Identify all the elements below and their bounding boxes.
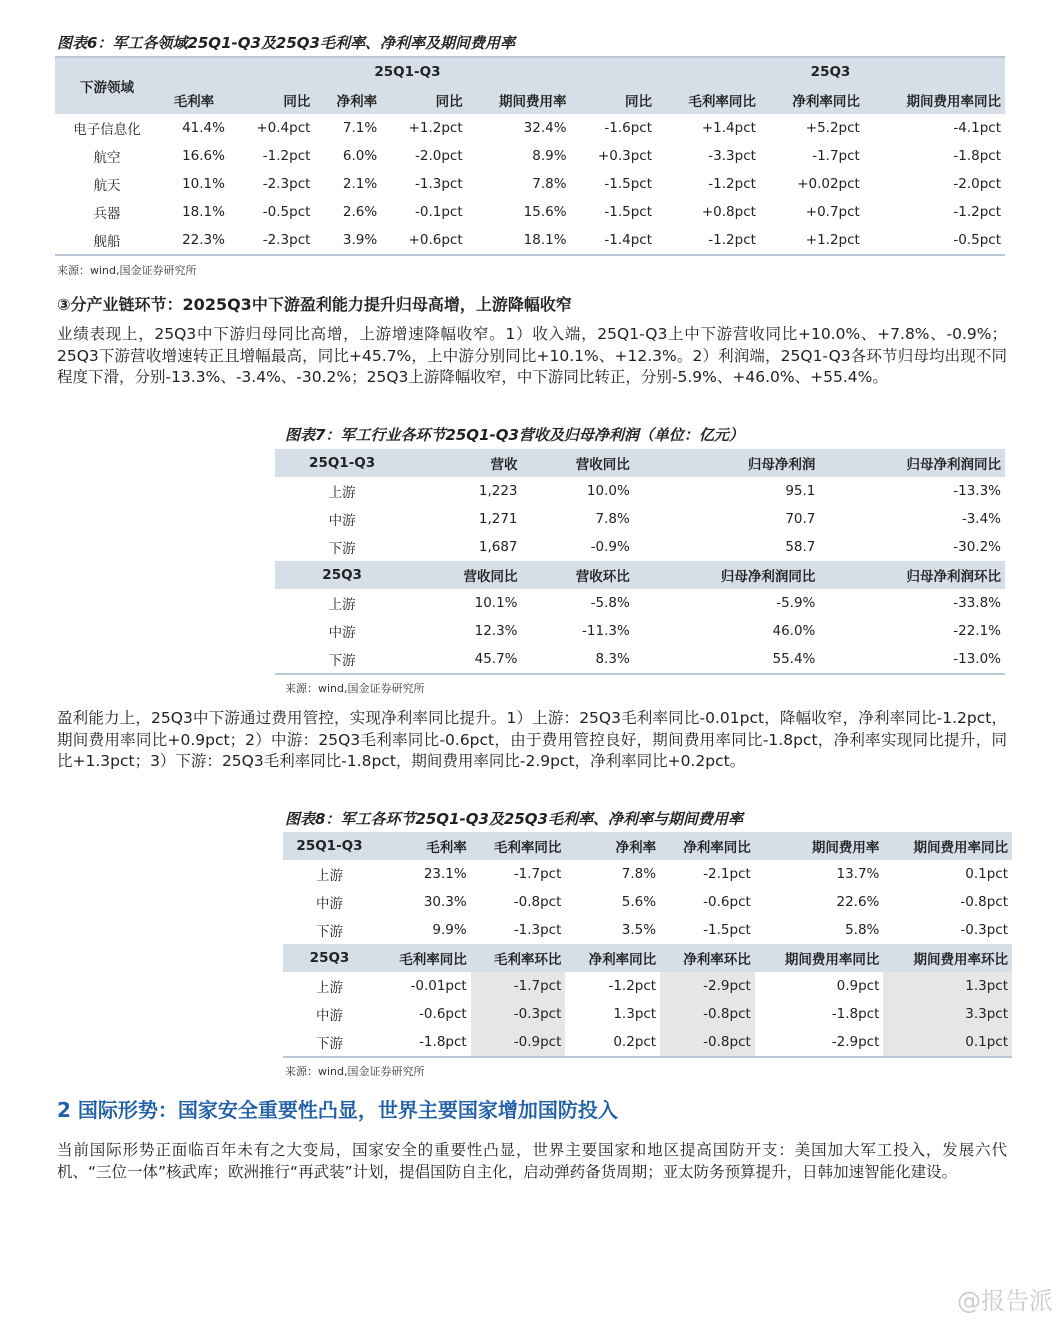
table7-caption: 图表7：军工行业各环节25Q1-Q3营收及归母净利润（单位：亿元） [285,426,744,444]
column-header: 净利率 [565,832,660,860]
table-cell: 8.3% [595,651,630,667]
table-cell: -1.4pct [604,232,652,248]
table-cell: -3.4% [961,511,1001,527]
table-cell: 1,687 [478,539,518,555]
table-cell: 0.9pct [836,978,880,994]
table-cell: 下游 [328,541,356,557]
table-cell: -1.2pct [708,232,756,248]
table-cell: 舰船 [93,234,121,250]
table6-source: 来源：wind,国金证券研究所 [57,264,197,277]
table-cell: +0.7pct [805,204,860,220]
table-cell: 45.7% [474,651,518,667]
table-cell: -2.0pct [414,148,463,164]
table-cell: 上游 [328,597,356,613]
table-cell: 上游 [328,485,356,501]
table-cell: 下游 [328,653,356,669]
table-cell: -1.2pct [262,148,311,164]
table-cell: -1.8pct [953,148,1001,164]
table-cell: -0.6pct [703,894,751,910]
table-cell: 0.1pct [965,866,1008,882]
table-cell: 10.1% [182,176,225,192]
header-row [55,86,1005,114]
table-row [55,198,1005,226]
watermark: @报告派 [957,1287,1053,1315]
table-cell: +1.4pct [701,120,756,136]
table-row [55,114,1005,142]
table-cell: 6.0% [342,148,378,164]
table-cell: 2.1% [342,176,378,192]
table-cell: -1.5pct [604,204,652,220]
table-cell: 3.9% [342,232,378,248]
corner-header: 下游领域 [55,57,159,114]
table-cell: 70.7 [785,511,816,527]
table-cell: -2.3pct [262,176,311,192]
table-cell: 3.5% [621,922,657,938]
table-cell: 航天 [93,178,121,194]
table-cell: 0.2pct [613,1034,657,1050]
table-cell: -0.8pct [660,1000,755,1028]
table-cell: 上游 [316,868,343,884]
table-cell: 1,271 [478,511,518,527]
table-cell: 5.8% [845,922,880,938]
table-cell: 95.1 [785,483,816,499]
table-cell: -5.9% [776,595,816,611]
table-cell: 22.6% [836,894,880,910]
table-cell: -1.7pct [812,148,860,164]
table-cell: -1.7pct [513,866,562,882]
table-cell: -1.5pct [703,922,751,938]
table-row [275,477,1005,505]
table7 [275,449,1005,675]
column-header: 净利率同比 [565,944,660,972]
table-cell: 中游 [328,513,356,529]
table8-caption: 图表8：军工各环节25Q1-Q3及25Q3毛利率、净利率与期间费用率 [285,810,743,828]
table-cell: 9.9% [432,922,467,938]
table-cell: -0.1pct [414,204,463,220]
table-cell: -13.0% [953,651,1001,667]
table-row [275,505,1005,533]
table-cell: +0.6pct [408,232,463,248]
table-cell: 15.6% [523,204,567,220]
table-cell: -0.3pct [471,1000,566,1028]
table-cell: +1.2pct [408,120,463,136]
table-cell: 7.1% [342,120,378,136]
table-cell: 10.1% [474,595,518,611]
table-cell: 18.1% [523,232,567,248]
table-cell: -1.8pct [831,1006,880,1022]
table-cell: 1.3pct [613,1006,657,1022]
table-cell: 1,223 [478,483,518,499]
table-cell: -13.3% [953,483,1001,499]
table-cell: -22.1% [953,623,1001,639]
table-cell: -1.6pct [604,120,652,136]
table-cell: 18.1% [182,204,225,220]
table-cell: 7.8% [595,511,630,527]
table-cell: -1.7pct [471,972,566,1000]
table-cell: +0.3pct [597,148,652,164]
table-row [275,645,1005,674]
table6-caption: 图表6：军工各领域25Q1-Q3及25Q3毛利率、净利率及期间费用率 [57,34,515,52]
table-cell: -2.9pct [660,972,755,1000]
section3-paragraph: 业绩表现上，25Q3中下游归母同比高增，上游增速降幅收窄。1）收入端，25Q1-Q3上中下游营收同比+10.0%、+7.8%、-0.9%；25Q3下游营收增速转正且增幅最高，同比+45.7%，上中游分别同比+10.1%、+12.3%。2）利润端，25Q1-Q3各环节归母均出现不同程度下滑，分别-13.3%、-3.4%、-30.2%；25Q3上游降幅收窄，中下游同比转正，分别-5.9%、+46.0%、+55.4%。 [57,325,1007,386]
column-header: 毛利率 [159,86,229,114]
column-header: 毛利率 [376,832,471,860]
table-cell: 22.3% [182,232,225,248]
paragraph-2: 盈利能力上，25Q3中下游通过费用管控，实现净利率同比提升。1）上游：25Q3毛利率同比-0.01pct，降幅收窄，净利率同比-1.2pct，期间费用率同比+0.9pct；2）中游：25Q3毛利率同比-0.6pct，由于费用管控良好，期间费用率同比-1.8pct，净利率实现同比提升，同比+1.3pct；3）下游：25Q3毛利率同比-1.8pct，期间费用率同比-2.9pct，净利率同比+0.2pct。 [57,709,1007,770]
column-header: 净利率 [314,86,381,114]
table-row [275,617,1005,645]
table8 [283,832,1012,1058]
table-cell: -0.6pct [419,1006,467,1022]
header-row [275,561,1005,589]
column-header: 毛利率同比 [376,944,471,972]
table-cell: 兵器 [93,206,121,222]
table-cell: -0.01pct [410,978,467,994]
table8-source: 来源：wind,国金证券研究所 [285,1065,425,1078]
column-header: 期间费用率 [755,832,884,860]
column-header: 期间费用率同比 [755,944,884,972]
table-cell: -2.0pct [953,176,1001,192]
table-cell: -0.8pct [660,1028,755,1057]
table-cell: -0.9% [590,539,630,555]
table-cell: -0.8pct [960,894,1008,910]
table-cell: -0.5pct [262,204,311,220]
column-header: 营收同比 [522,449,634,477]
section2-heading: 2 国际形势：国家安全重要性凸显，世界主要国家增加国防投入 [57,1098,618,1122]
table-cell: -30.2% [953,539,1001,555]
table-cell: 3.3pct [883,1000,1012,1028]
table-row [283,860,1012,888]
table-row [275,533,1005,561]
table-cell: 下游 [316,1036,343,1052]
column-header: 期间费用率 [467,86,571,114]
column-header: 期间费用率同比 [883,832,1012,860]
column-header: 营收同比 [409,561,521,589]
column-header: 毛利率同比 [656,86,760,114]
table-cell: 41.4% [182,120,225,136]
table-row [283,916,1012,944]
table-row [55,142,1005,170]
table-cell: +0.02pct [797,176,860,192]
table-cell: 46.0% [772,623,816,639]
table-cell: 16.6% [182,148,225,164]
table-cell: 32.4% [523,120,567,136]
table-cell: 7.8% [532,176,567,192]
header-row [275,449,1005,477]
column-header: 净利率同比 [660,832,755,860]
table-cell: -1.8pct [419,1034,467,1050]
table-cell: -2.9pct [831,1034,880,1050]
table-row [283,972,1012,1000]
table-cell: -2.3pct [262,232,311,248]
table-cell: +5.2pct [805,120,860,136]
column-header: 营收环比 [522,561,634,589]
table-cell: 12.3% [474,623,518,639]
table-cell: 电子信息化 [73,122,141,138]
table-cell: -33.8% [953,595,1001,611]
table-row [275,589,1005,617]
table-cell: 1.3pct [883,972,1012,1000]
table-cell: 上游 [316,980,343,996]
table-row [283,1028,1012,1057]
column-header: 净利率环比 [660,944,755,972]
table-cell: 13.7% [836,866,880,882]
section2-paragraph: 当前国际形势正面临百年未有之大变局，国家安全的重要性凸显，世界主要国家和地区提高国防开支：美国加大军工投入，发展六代机、“三位一体”核武库；欧洲推行“再武装”计划，提倡国防自主化，启动弹药备货周期；亚太防务预算提升，日韩加速智能化建设。 [57,1141,1007,1181]
table-cell: -0.9pct [471,1028,566,1057]
header-row [283,944,1012,972]
table-cell: -1.2pct [608,978,657,994]
table-cell: 30.3% [423,894,467,910]
column-header: 归母净利润环比 [819,561,1005,589]
column-header: 归母净利润 [634,449,820,477]
table-row [55,226,1005,255]
column-header: 归母净利润同比 [819,449,1005,477]
table-cell: -1.2pct [953,204,1001,220]
table-cell: -11.3% [582,623,630,639]
table-cell: 23.1% [423,866,467,882]
table-cell: -2.1pct [703,866,751,882]
column-header: 25Q1-Q3 [283,832,376,860]
table-cell: 58.7 [785,539,816,555]
column-header: 同比 [229,86,314,114]
group-header: 25Q3 [656,57,1005,86]
table7-source: 来源：wind,国金证券研究所 [285,682,425,695]
table-cell: -0.3pct [960,922,1008,938]
table-cell: 中游 [316,896,343,912]
table-cell: +0.8pct [701,204,756,220]
group-header: 25Q1-Q3 [159,57,656,86]
column-header: 毛利率同比 [471,832,566,860]
column-header: 25Q3 [283,944,376,972]
column-header: 期间费用率环比 [883,944,1012,972]
table-cell: 航空 [93,150,121,166]
table6 [55,56,1005,256]
table-cell: 55.4% [772,651,816,667]
table-cell: -4.1pct [953,120,1001,136]
column-header: 25Q1-Q3 [275,449,409,477]
header-row [283,832,1012,860]
table-cell: -1.3pct [414,176,463,192]
table-cell: -1.2pct [708,176,756,192]
column-header: 归母净利润同比 [634,561,820,589]
table-cell: 7.8% [621,866,657,882]
column-header: 期间费用率同比 [864,86,1005,114]
table-cell: -0.8pct [513,894,562,910]
column-header: 同比 [381,86,466,114]
table-row [55,170,1005,198]
table-cell: +0.4pct [256,120,311,136]
column-header: 毛利率环比 [471,944,566,972]
table-cell: -3.3pct [708,148,756,164]
table-cell: 0.1pct [883,1028,1012,1057]
column-header: 同比 [571,86,656,114]
table-cell: 8.9% [532,148,567,164]
table-cell: +1.2pct [805,232,860,248]
table-cell: -1.5pct [604,176,652,192]
table-cell: -1.3pct [513,922,562,938]
column-header: 营收 [409,449,521,477]
table-cell: 2.6% [342,204,378,220]
table-row [283,888,1012,916]
column-header: 净利率同比 [760,86,864,114]
section3-heading: ③分产业链环节：2025Q3中下游盈利能力提升归母高增，上游降幅收窄 [57,295,572,314]
table-cell: 中游 [328,625,356,641]
table-cell: 中游 [316,1008,343,1024]
header-row [55,57,1005,86]
table-row [283,1000,1012,1028]
table-cell: 10.0% [586,483,630,499]
column-header: 25Q3 [275,561,409,589]
table-cell: -0.5pct [953,232,1001,248]
table-cell: -5.8% [590,595,630,611]
table-cell: 5.6% [621,894,657,910]
table-cell: 下游 [316,924,343,940]
